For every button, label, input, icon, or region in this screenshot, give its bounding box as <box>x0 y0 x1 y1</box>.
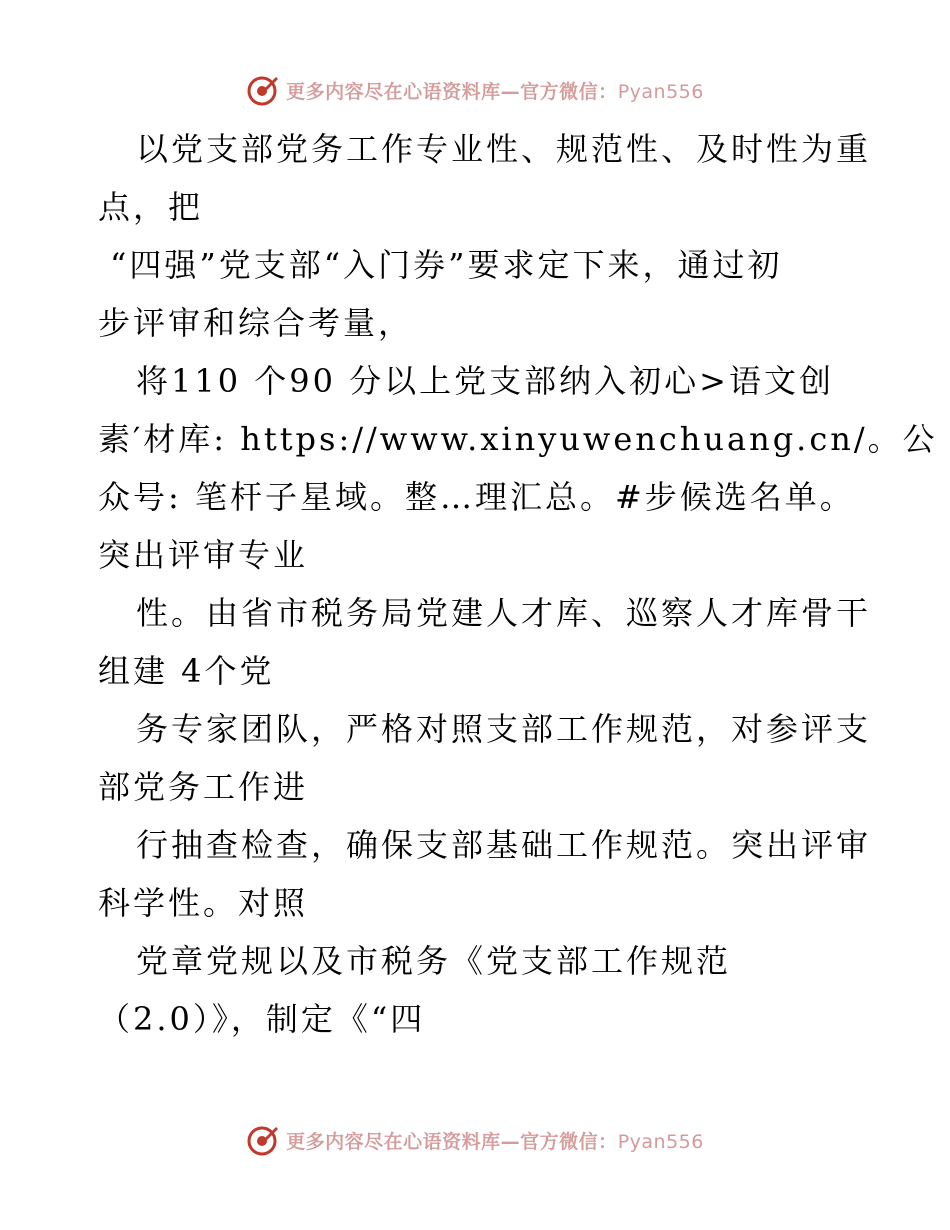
watermark-header <box>0 70 950 110</box>
text-line: 行抽查检查，确保支部基础工作规范。突出评审 <box>136 826 872 864</box>
text-line: （2.0）》，制定《“四 <box>98 1000 426 1038</box>
text-line: “四强”党支部“入门券”要求定下来，通过初 <box>110 246 783 284</box>
text-line: 性。由省市税务局党建人才库、巡察人才库骨干 <box>136 594 872 632</box>
text-line: 科学性。对照 <box>98 884 309 922</box>
watermark-text: 更多内容尽在心语资料库—官方微信：Pyan556 <box>286 1130 704 1153</box>
watermark-text: 更多内容尽在心语资料库—官方微信：Pyan556 <box>286 80 704 103</box>
text-line: 将110 个90 分以上党支部纳入初心>语文创 <box>136 362 834 400</box>
text-line: 部党务工作进 <box>98 768 309 806</box>
text-line: 党章党规以及市税务《党支部工作规范 <box>136 942 732 980</box>
text-line: 以党支部党务工作专业性、规范性、及时性为重 <box>136 130 872 168</box>
text-line: 素′材库: https://www.xinyuwenchuang.cn/。公 <box>98 420 938 458</box>
text-line: 步评审和综合考量， <box>98 304 414 342</box>
watermark-footer <box>0 1120 950 1160</box>
document-body <box>98 120 938 1048</box>
pen-logo-icon <box>246 1123 280 1157</box>
pen-logo-icon <box>246 73 280 107</box>
text-line: 务专家团队，严格对照支部工作规范，对参评支 <box>136 710 872 748</box>
text-line: 点，把 <box>98 188 204 226</box>
text-line: 众号: 笔杆子星域。整…理汇总。#步候选名单。 <box>98 478 855 516</box>
text-line: 组建 4个党 <box>98 652 275 690</box>
text-line: 突出评审专业 <box>98 536 309 574</box>
